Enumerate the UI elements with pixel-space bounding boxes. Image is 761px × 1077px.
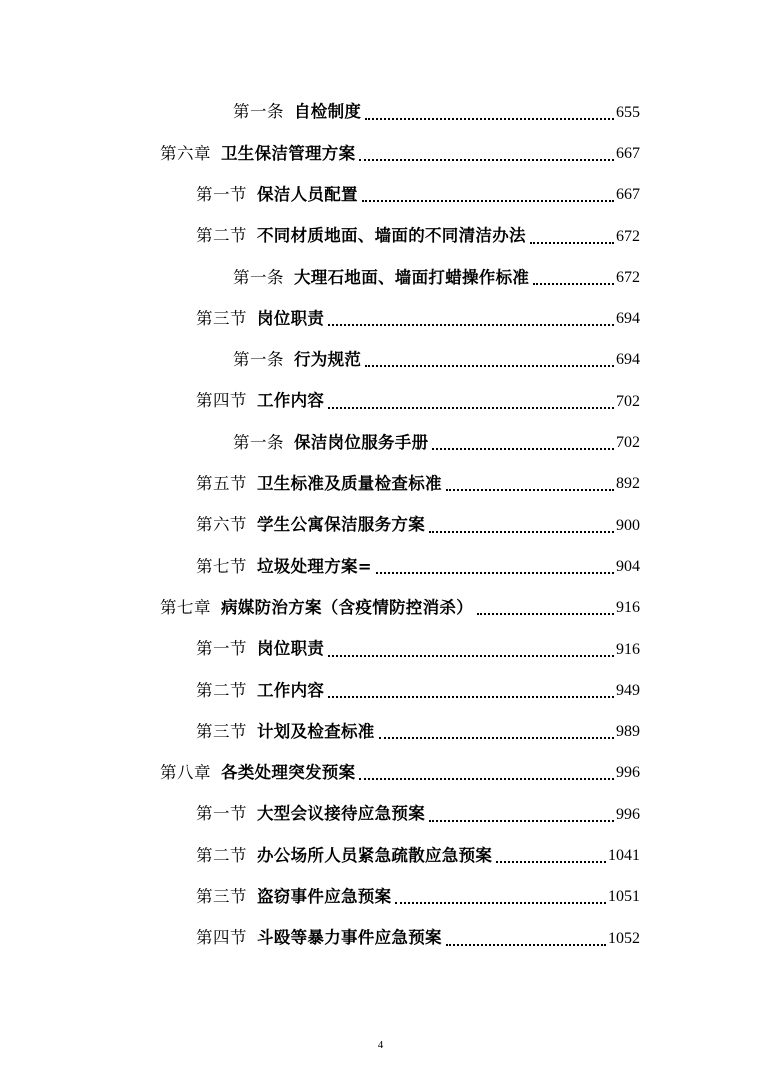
toc-dot-leader	[376, 572, 614, 574]
toc-entry-page: 989	[616, 723, 640, 741]
toc-entry-page: 900	[616, 516, 640, 534]
toc-entry-number: 第一节	[196, 804, 247, 824]
toc-dot-leader	[328, 324, 614, 326]
toc-entry-page: 672	[616, 268, 640, 286]
toc-dot-leader	[429, 531, 614, 533]
toc-entry[interactable]	[0, 505, 761, 546]
toc-entry-title: 保洁岗位服务手册	[294, 432, 429, 452]
toc-entry-page: 672	[616, 227, 640, 245]
toc-dot-leader	[530, 242, 614, 244]
toc-entry-number: 第一节	[196, 639, 247, 659]
toc-entry-number: 第五节	[196, 474, 247, 494]
toc-entry-title: 工作内容	[257, 391, 325, 411]
toc-entry[interactable]	[0, 629, 761, 670]
toc-entry-page: 1041	[608, 846, 640, 864]
toc-entry-title: 卫生保洁管理方案	[221, 143, 356, 163]
toc-entry-title: 大理石地面、墙面打蜡操作标准	[294, 267, 530, 287]
table-of-contents	[0, 92, 761, 959]
toc-dot-leader	[359, 159, 614, 161]
toc-entry[interactable]	[0, 918, 761, 959]
toc-entry-title: 病媒防治方案（含疫情防控消杀）	[221, 597, 473, 617]
toc-entry-title: 计划及检查标准	[257, 721, 375, 741]
toc-entry-title: 盗窃事件应急预案	[257, 887, 392, 907]
toc-dot-leader	[362, 200, 614, 202]
toc-entry-title: 工作内容	[257, 680, 325, 700]
toc-entry[interactable]	[0, 133, 761, 174]
toc-entry-page: 1051	[608, 888, 640, 906]
toc-entry-page: 892	[616, 475, 640, 493]
toc-entry-title: 学生公寓保洁服务方案	[257, 515, 425, 535]
toc-entry[interactable]	[0, 588, 761, 629]
toc-entry-title: 办公场所人员紧急疏散应急预案	[257, 845, 493, 865]
toc-entry-number: 第一条	[233, 350, 284, 370]
toc-entry-number: 第一节	[196, 184, 247, 204]
toc-entry[interactable]	[0, 753, 761, 794]
toc-entry[interactable]	[0, 298, 761, 339]
toc-entry-page: 916	[616, 640, 640, 658]
toc-entry-number: 第七节	[196, 556, 247, 576]
toc-entry-page: 996	[616, 764, 640, 782]
toc-entry-title: 卫生标准及质量检查标准	[257, 474, 442, 494]
toc-entry[interactable]	[0, 422, 761, 463]
toc-entry-number: 第二节	[196, 680, 247, 700]
toc-entry-title: 岗位职责	[257, 639, 325, 659]
toc-dot-leader	[429, 820, 614, 822]
toc-dot-leader	[432, 448, 614, 450]
toc-entry[interactable]	[0, 340, 761, 381]
toc-entry[interactable]	[0, 464, 761, 505]
toc-entry-number: 第一条	[233, 267, 284, 287]
toc-entry-number: 第四节	[196, 928, 247, 948]
toc-entry-page: 667	[616, 186, 640, 204]
toc-dot-leader	[328, 407, 614, 409]
toc-entry-number: 第三节	[196, 887, 247, 907]
toc-entry-number: 第八章	[160, 763, 211, 783]
toc-entry-title: 保洁人员配置	[257, 184, 358, 204]
toc-entry[interactable]	[0, 794, 761, 835]
toc-entry-number: 第一条	[233, 432, 284, 452]
toc-entry-title: 不同材质地面、墙面的不同清洁办法	[257, 226, 526, 246]
toc-entry-title: 垃圾处理方案=	[257, 556, 372, 576]
toc-entry-page: 949	[616, 681, 640, 699]
toc-dot-leader	[533, 283, 614, 285]
toc-entry-page: 667	[616, 144, 640, 162]
toc-entry-title: 各类处理突发预案	[221, 763, 356, 783]
toc-dot-leader	[365, 365, 614, 367]
toc-entry-number: 第六节	[196, 515, 247, 535]
toc-entry-page: 655	[616, 103, 640, 121]
toc-entry[interactable]	[0, 670, 761, 711]
toc-entry-number: 第七章	[160, 597, 211, 617]
toc-dot-leader	[477, 613, 614, 615]
toc-entry[interactable]	[0, 835, 761, 876]
toc-dot-leader	[496, 861, 606, 863]
toc-entry-title: 斗殴等暴力事件应急预案	[257, 928, 442, 948]
toc-dot-leader	[328, 696, 614, 698]
toc-entry[interactable]	[0, 381, 761, 422]
toc-dot-leader	[446, 489, 614, 491]
toc-entry[interactable]	[0, 877, 761, 918]
toc-dot-leader	[446, 944, 606, 946]
toc-entry[interactable]	[0, 175, 761, 216]
toc-entry[interactable]	[0, 92, 761, 133]
page-number: 4	[377, 1039, 384, 1051]
toc-entry-number: 第二节	[196, 226, 247, 246]
toc-entry-page: 996	[616, 805, 640, 823]
toc-dot-leader	[359, 778, 614, 780]
toc-entry-number: 第六章	[160, 143, 211, 163]
toc-entry-number: 第二节	[196, 845, 247, 865]
toc-entry-page: 702	[616, 392, 640, 410]
toc-entry[interactable]	[0, 711, 761, 752]
toc-dot-leader	[365, 118, 614, 120]
toc-entry-number: 第一条	[233, 102, 284, 122]
toc-entry-title: 岗位职责	[257, 308, 325, 328]
toc-entry-page: 694	[616, 310, 640, 328]
toc-entry-page: 916	[616, 599, 640, 617]
toc-entry-number: 第三节	[196, 308, 247, 328]
toc-entry-title: 自检制度	[294, 102, 362, 122]
toc-entry-page: 1052	[608, 929, 640, 947]
toc-entry[interactable]	[0, 257, 761, 298]
toc-entry[interactable]	[0, 546, 761, 587]
toc-entry-page: 694	[616, 351, 640, 369]
toc-entry-page: 702	[616, 434, 640, 452]
toc-dot-leader	[379, 737, 614, 739]
toc-entry-title: 行为规范	[294, 350, 362, 370]
toc-entry-number: 第四节	[196, 391, 247, 411]
toc-entry-number: 第三节	[196, 721, 247, 741]
toc-entry[interactable]	[0, 216, 761, 257]
toc-dot-leader	[328, 655, 614, 657]
toc-entry-page: 904	[616, 557, 640, 575]
toc-entry-title: 大型会议接待应急预案	[257, 804, 425, 824]
toc-dot-leader	[395, 902, 606, 904]
